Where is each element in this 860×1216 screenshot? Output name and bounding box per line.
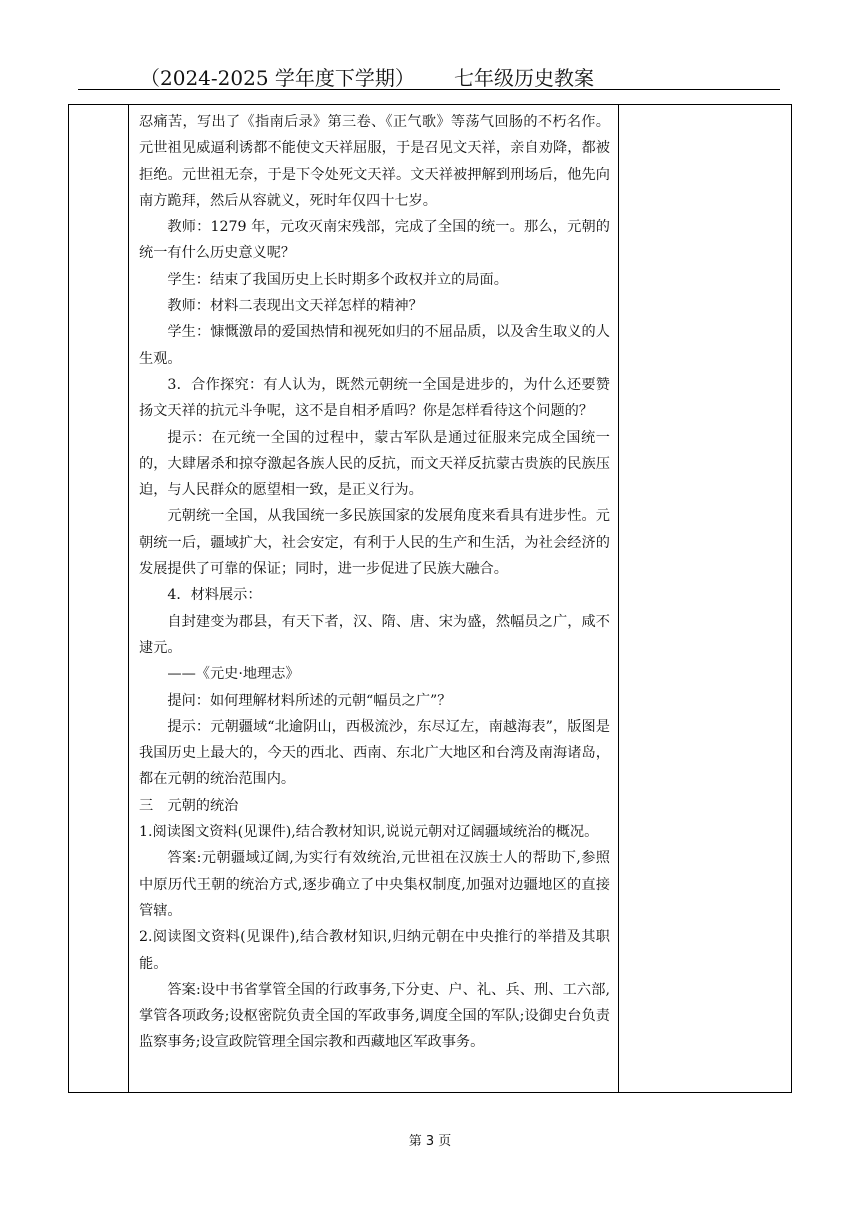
header-divider bbox=[78, 89, 780, 90]
lesson-content bbox=[129, 105, 618, 1092]
paragraph-hint: 提示：在元统一全国的过程中，蒙古军队是通过征服来完成全国统一的，大肆屠杀和掠夺激起各族人民的反抗，而文天祥反抗蒙古贵族的民族压迫，与人民群众的愿望相一致，是正义行为。 bbox=[139, 429, 610, 499]
section-heading: 三 元朝的统治 bbox=[139, 797, 239, 814]
paragraph-task: 2.阅读图文资料(见课件),结合教材知识,归纳元朝在中央推行的举措及其职能。 bbox=[139, 929, 610, 972]
course-title: 七年级历史教案 bbox=[454, 66, 594, 90]
paragraph-material-heading: 4．材料展示： bbox=[167, 587, 262, 604]
paragraph-teacher-question: 教师：材料二表现出文天祥怎样的精神？ bbox=[167, 298, 423, 315]
paragraph-explanation: 元朝统一全国，从我国统一多民族国家的发展角度来看具有进步性。元朝统一后，疆域扩大，社会安定，有利于人民的生产和生活，为社会经济的发展提供了可靠的保证；同时，进一步促进了民族大融合。 bbox=[139, 508, 610, 578]
paragraph-task: 1.阅读图文资料(见课件),结合教材知识,说说元朝对辽阔疆域统治的概况。 bbox=[139, 824, 599, 841]
semester-label: （2024-2025 学年度下学期） bbox=[140, 66, 415, 90]
paragraph-answer: 答案:设中书省掌管全国的行政事务,下分吏、户、礼、兵、刑、工六部,掌管各项政务;设枢密院负责全国的军政事务,调度全国的军队;设御史台负责监察事务;设宣政院管理全国宗教和西藏地区军政事务。 bbox=[139, 981, 610, 1051]
lesson-table bbox=[68, 104, 792, 1093]
paragraph-teacher-question: 教师：1279 年，元攻灭南宋残部，完成了全国的统一。那么，元朝的统一有什么历史意义呢？ bbox=[139, 219, 610, 262]
paragraph-continuation: 忍痛苦，写出了《指南后录》第三卷、《正气歌》等荡气回肠的不朽名作。元世祖见威逼利诱都不能使文天祥屈服，于是召见文天祥，亲自劝降，都被拒绝。元世祖无奈，于是下令处死文天祥。文天祥被押解到刑场后，他先向南方跪拜，然后从容就义，死时年仅四十七岁。 bbox=[139, 114, 610, 209]
right-column-cell bbox=[619, 105, 792, 1093]
page-number: 第 3 页 bbox=[408, 1134, 452, 1149]
paragraph-question: 提问：如何理解材料所述的元朝“幅员之广”？ bbox=[167, 692, 452, 709]
paragraph-answer: 答案:元朝疆域辽阔,为实行有效统治,元世祖在汉族士人的帮助下,参照中原历代王朝的统治方式,逐步确立了中央集权制度,加强对边疆地区的直接管辖。 bbox=[139, 850, 610, 919]
paragraph-student-answer: 学生：结束了我国历史上长时期多个政权并立的局面。 bbox=[167, 271, 508, 288]
content-column-cell bbox=[129, 105, 619, 1093]
paragraph-student-answer: 学生：慷慨激昂的爱国热情和视死如归的不屈品质，以及舍生取义的人生观。 bbox=[139, 324, 610, 367]
table-row bbox=[69, 105, 792, 1093]
paragraph-material-quote: 自封建变为郡县，有天下者，汉、隋、唐、宋为盛，然幅员之广，咸不逮元。 bbox=[139, 613, 610, 656]
paragraph-cooperative-inquiry: 3．合作探究：有人认为，既然元朝统一全国是进步的，为什么还要赞扬文天祥的抗元斗争呢，这不是自相矛盾吗？你是怎样看待这个问题的？ bbox=[139, 376, 610, 420]
paragraph-material-source: ——《元史·地理志》 bbox=[167, 666, 300, 683]
left-column-cell bbox=[69, 105, 129, 1093]
paragraph-hint: 提示：元朝疆域“北逾阴山，西极流沙，东尽辽左，南越海表”，版图是我国历史上最大的，今天的西北、西南、东北广大地区和台湾及南海诸岛，都在元朝的统治范围内。 bbox=[139, 718, 610, 788]
